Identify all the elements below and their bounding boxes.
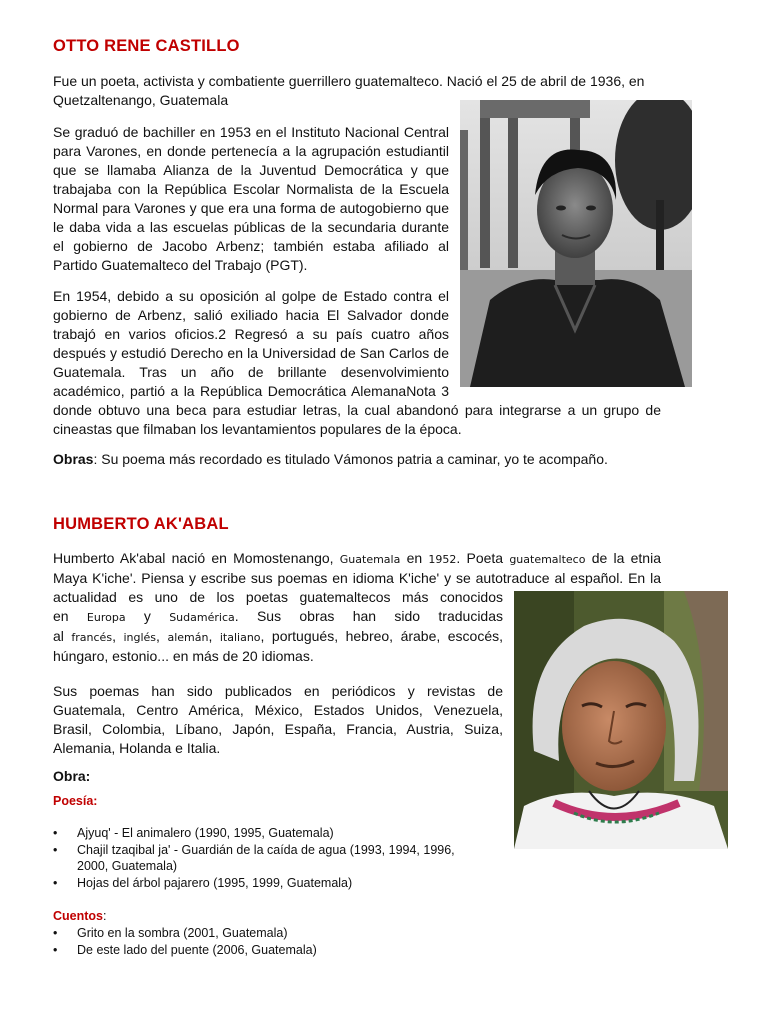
cuentos-label-text: Cuentos — [53, 909, 103, 923]
otto-photo — [460, 100, 692, 387]
humberto-heading: HUMBERTO AK'ABAL — [53, 515, 229, 533]
cuentos-label — [53, 909, 106, 923]
otto-para-2-line: donde obtuvo una beca para estudiar letras, la cual abandonó para integrarse a un grupo de — [53, 402, 661, 418]
text-run: Humberto Ak'abal nació en Momostenango, — [53, 550, 340, 566]
list-item: • Hojas del árbol pajarero (1995, 1999, Guatemala) — [53, 875, 503, 892]
text-run: guatemalteco — [509, 553, 586, 566]
text-run: en — [400, 550, 429, 566]
otto-heading: OTTO RENE CASTILLO — [53, 37, 240, 55]
otto-para-2-line: trabajó en varios oficios.2 Regresó a su país cuatro años — [53, 326, 449, 342]
cuentos-colon: : — [103, 909, 107, 923]
otto-intro: Fue un poeta, activista y combatiente guerrillero guatemalteco. Nació el 25 de abril de 1936, en Quetzaltenango, Guatemala — [53, 73, 645, 108]
otto-obras-label: Obras — [53, 451, 94, 467]
text-run: Guatemala — [339, 553, 401, 566]
otto-para-2-line: Guatemala. Tras un año de brillante desenvolvimiento — [53, 364, 449, 380]
text-run: y — [125, 608, 170, 624]
poesia-list — [53, 825, 503, 891]
humberto-photo — [514, 591, 728, 849]
text-run: , — [112, 628, 124, 644]
otto-obras — [53, 450, 673, 469]
otto-para-2-line: cineastas que filmaban los levantamientos populares de la época. — [53, 421, 462, 437]
poesia-label: Poesía: — [53, 794, 98, 808]
humberto-p1-line2: Maya K'iche'. Piensa y escribe sus poemas en idioma K'iche' y se autotraduce al español. En la — [53, 570, 661, 586]
text-run: alemán — [167, 631, 209, 644]
text-run: . Poeta — [456, 550, 510, 566]
list-item: • Ajyuq' - El animalero (1990, 1995, Guatemala) — [53, 825, 503, 842]
humberto-p1-line1 — [53, 549, 661, 569]
list-item: • Grito en la sombra (2001, Guatemala) — [53, 925, 503, 942]
otto-para-2-line: gobierno de Arbenz, salió exiliado hacia El Salvador donde — [53, 307, 449, 323]
text-run: . Sus obras han sido traducidas — [234, 608, 503, 624]
list-item: • Chajil tzaqibal ja' - Guardián de la caída de agua (1993, 1994, 1996, 2000, Guatemala) — [53, 842, 467, 875]
cuentos-list — [53, 925, 503, 958]
humberto-para-2: Sus poemas han sido publicados en periódicos y revistas de Guatemala, Centro América, México, Estados Unidos, Venezuela, Brasil, Colombia, Líbano, Japón, España, Francia, Austria, Suiza, Alemania, Holanda e Italia. — [53, 683, 503, 756]
text-run: Europa — [86, 611, 126, 624]
text-run: de la etnia — [585, 550, 661, 566]
humberto-portrait-image — [514, 591, 728, 849]
humberto-obra-label — [53, 767, 90, 786]
otto-para-2-line: académico, partió a la República Democrática AlemanaNota 3 — [53, 383, 449, 399]
humberto-p1-line5 — [53, 627, 503, 647]
humberto-p1-line4 — [53, 607, 503, 627]
text-run: al — [53, 628, 72, 644]
text-run: Sudamérica — [169, 611, 235, 624]
humberto-p1-line3: actualidad es uno de los poetas guatemaltecos más conocidos — [53, 589, 503, 605]
text-run: francés — [71, 631, 113, 644]
otto-para-2-line: En 1954, debido a su oposición al golpe de Estado contra el — [53, 288, 449, 304]
obra-label-text: Obra: — [53, 768, 91, 784]
otto-portrait-image — [460, 100, 692, 387]
text-run: , — [208, 628, 220, 644]
otto-obras-text: : Su poema más recordado es titulado Vámonos patria a caminar, yo te acompaño. — [93, 451, 608, 467]
text-run: , — [156, 628, 168, 644]
text-run: inglés — [123, 631, 157, 644]
humberto-p1-line6: húngaro, estonio... en más de 20 idiomas. — [53, 648, 314, 664]
otto-para-2 — [53, 287, 661, 439]
text-run: , portugués, hebreo, árabe, escocés, — [260, 628, 504, 644]
text-run: en — [53, 608, 87, 624]
list-item: • De este lado del puente (2006, Guatemala) — [53, 942, 503, 959]
otto-para-2-line: después y estudió Derecho en la Universidad de San Carlos de — [53, 345, 449, 361]
otto-para-1: Se graduó de bachiller en 1953 en el Instituto Nacional Central para Varones, en donde pertenecía a la agrupación estudiantil que se llamaba Alianza de la Juventud Democrática y que trabajaba con la República Escolar Normalista de la Escuela Normal para Varones y que era una forma de autogobierno que le daba vida a las escuelas públicas de la secundaria durante el gobierno de Jacobo Arbenz; también estaba afiliado al Partido Guatemalteco del Trabajo (PGT). — [53, 124, 449, 273]
text-run: italiano — [219, 631, 261, 644]
text-run: 1952 — [428, 553, 457, 566]
